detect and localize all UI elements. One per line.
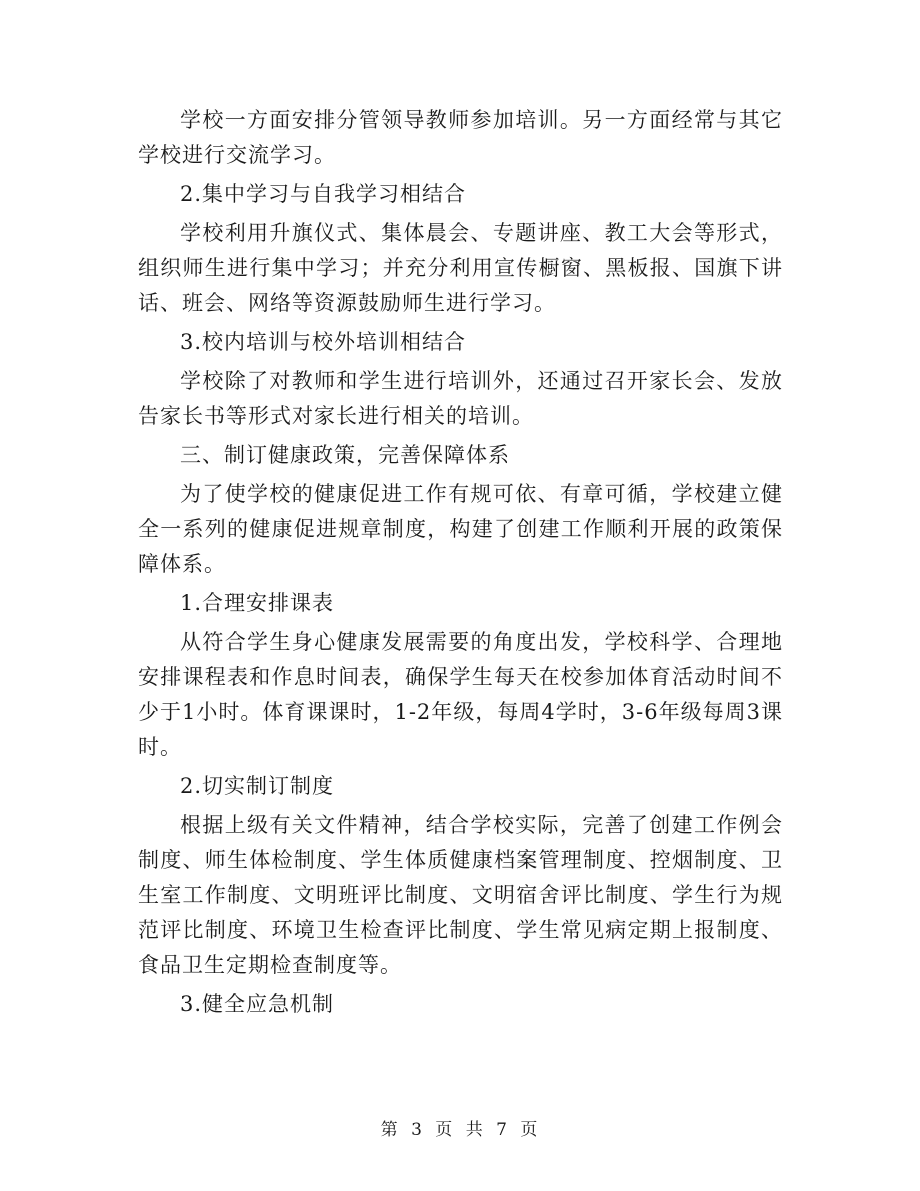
paragraph: 为了使学校的健康促进工作有规可依、有章可循，学校建立健全一系列的健康促进规章制度，构建了创建工作顺利开展的政策保障体系。 xyxy=(138,482,783,576)
paragraph: 学校除了对教师和学生进行培训外，还通过召开家长会、发放告家长书等形式对家长进行相关的培训。 xyxy=(138,369,783,428)
footer-suffix: 页 xyxy=(520,1120,540,1140)
chapter-heading: 三、制订健康政策，完善保障体系 xyxy=(180,443,510,467)
footer-prefix: 第 xyxy=(380,1120,400,1140)
footer-total-word: 共 xyxy=(465,1120,485,1140)
document-body xyxy=(138,103,783,1022)
section-heading: 3.健全应急机制 xyxy=(180,992,335,1016)
page-footer xyxy=(0,1115,920,1140)
paragraph: 根据上级有关文件精神，结合学校实际，完善了创建工作例会制度、师生体检制度、学生体质健康档案管理制度、控烟制度、卫生室工作制度、文明班评比制度、文明宿舍评比制度、学生行为规范评比制度、环境卫生检查评比制度、学生常见病定期上报制度、食品卫生定期检查制度等。 xyxy=(138,813,783,977)
current-page-number: 3 xyxy=(411,1120,424,1140)
paragraph: 从符合学生身心健康发展需要的角度出发，学校科学、合理地安排课程表和作息时间表，确保学生每天在校参加体育活动时间不少于1小时。体育课课时，1-2年级，每周4学时，3-6年级每周3课时。 xyxy=(138,630,783,759)
section-heading: 2.集中学习与自我学习相结合 xyxy=(180,182,467,206)
footer-page-word: 页 xyxy=(435,1120,455,1140)
total-pages-number: 7 xyxy=(496,1120,509,1140)
paragraph: 学校一方面安排分管领导教师参加培训。另一方面经常与其它学校进行交流学习。 xyxy=(138,108,783,167)
section-heading: 2.切实制订制度 xyxy=(180,774,335,798)
paragraph: 学校利用升旗仪式、集体晨会、专题讲座、教工大会等形式，组织师生进行集中学习；并充分利用宣传橱窗、黑板报、国旗下讲话、班会、网络等资源鼓励师生进行学习。 xyxy=(138,221,783,315)
section-heading: 1.合理安排课表 xyxy=(180,591,335,615)
section-heading: 3.校内培训与校外培训相结合 xyxy=(180,330,467,354)
